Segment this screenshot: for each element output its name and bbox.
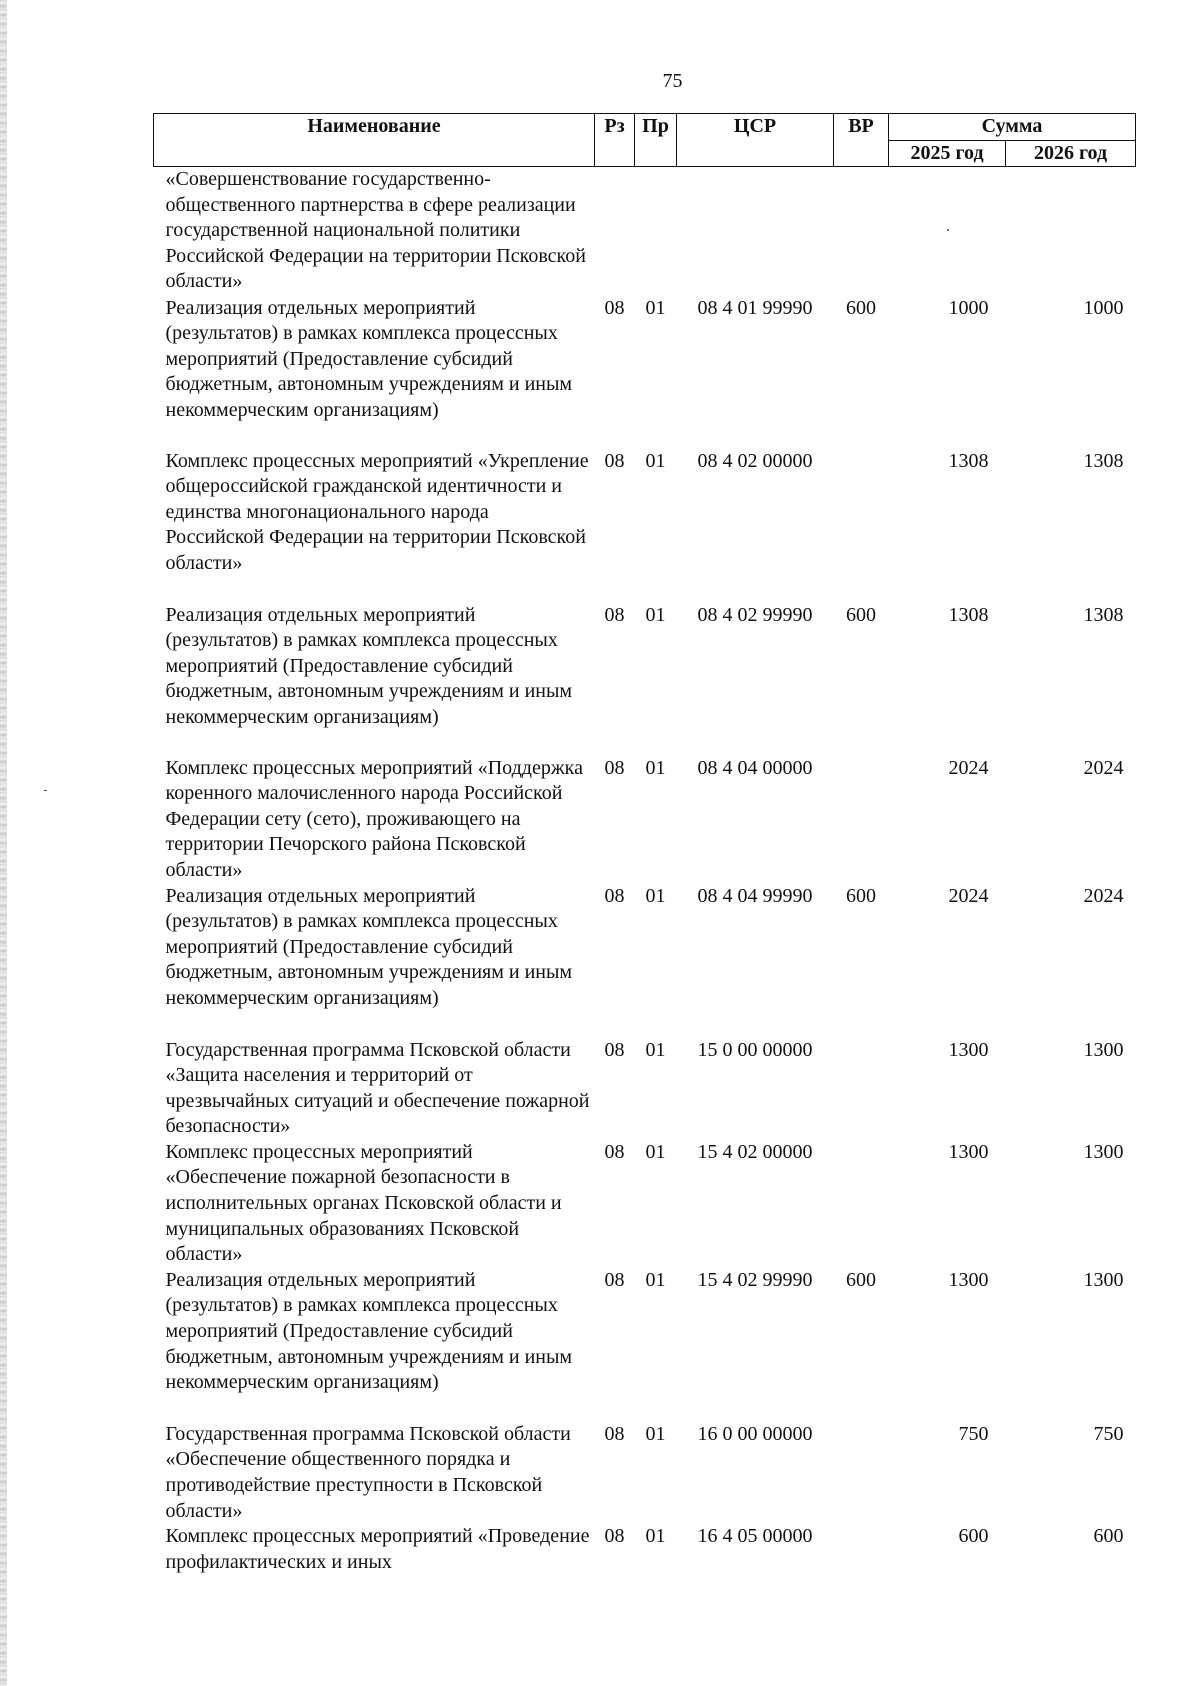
- cell-csr: 08 4 02 99990: [697, 603, 813, 626]
- cell-vr: 600: [846, 603, 876, 626]
- cell-vr: 600: [846, 884, 876, 907]
- header-year-2025: 2025 год: [889, 140, 1006, 167]
- cell-rz: 08: [604, 1140, 625, 1163]
- cell-sum-2025: [889, 167, 1006, 296]
- cell-csr: 08 4 01 99990: [697, 296, 813, 319]
- cell-rz: 08: [604, 756, 625, 779]
- cell-csr: 15 4 02 00000: [697, 1140, 813, 1163]
- header-rz: Рз: [595, 114, 635, 167]
- cell-name: Государственная программа Псковской области «Обеспечение общественного порядка и противодействие преступности в Псковской области»: [165, 1422, 571, 1522]
- cell-csr: 16 0 00 00000: [697, 1422, 813, 1445]
- header-vr: ВР: [834, 114, 889, 167]
- cell-pr: 01: [645, 1525, 666, 1548]
- cell-vr: [834, 1422, 889, 1524]
- cell-name: Реализация отдельных мероприятий (результатов) в рамках комплекса процессных мероприятий (Предоставление субсидий бюджетным, автономным учреждениям и иным некоммерческим организациям): [165, 1268, 573, 1394]
- cell-sum-2026: 1308: [1083, 603, 1124, 626]
- cell-sum-2026: 1300: [1083, 1268, 1124, 1291]
- cell-rz: 08: [604, 1038, 625, 1061]
- table-row: [154, 884, 1136, 1038]
- cell-name: Комплекс процессных мероприятий «Обеспечение пожарной безопасности в исполнительных органах Псковской области и муниципальных образованиях Псковской области»: [165, 1140, 562, 1266]
- page-number: 75: [662, 70, 683, 92]
- cell-pr: 01: [645, 296, 666, 319]
- cell-csr: [677, 167, 834, 296]
- cell-name: Комплекс процессных мероприятий «Укрепление общероссийской гражданской идентичности и единства многонационального народа Российской Федерации на территории Псковской области»: [165, 449, 589, 574]
- table-row: [154, 1268, 1136, 1422]
- cell-vr: [834, 1524, 889, 1584]
- table-row: [154, 167, 1136, 296]
- cell-rz: [595, 167, 635, 296]
- header-csr: ЦСР: [677, 114, 834, 167]
- header-name: Наименование: [154, 114, 595, 167]
- cell-rz: 08: [604, 296, 625, 319]
- cell-name: Государственная программа Псковской области «Защита населения и территорий от чрезвычайных ситуаций и обеспечение пожарной безопасности»: [165, 1038, 590, 1138]
- cell-sum-2025: 1308: [948, 449, 989, 472]
- cell-name: Реализация отдельных мероприятий (результатов) в рамках комплекса процессных мероприятий (Предоставление субсидий бюджетным, автономным учреждениям и иным некоммерческим организациям): [165, 603, 573, 728]
- cell-csr: 08 4 04 99990: [697, 884, 813, 907]
- cell-vr: [834, 167, 889, 296]
- table-row: [154, 603, 1136, 756]
- cell-sum-2026: 1000: [1083, 296, 1124, 319]
- table-row: [154, 296, 1136, 449]
- cell-rz: 08: [604, 1525, 625, 1548]
- cell-sum-2025: 1000: [948, 296, 989, 319]
- cell-csr: 15 4 02 99990: [697, 1268, 813, 1291]
- cell-pr: 01: [645, 884, 666, 907]
- cell-sum-2025: 2024: [948, 884, 989, 907]
- cell-vr: [834, 1140, 889, 1268]
- cell-pr: 01: [645, 1038, 666, 1061]
- cell-vr: [834, 449, 889, 603]
- cell-pr: 01: [645, 1140, 666, 1163]
- cell-sum-2025: 600: [958, 1525, 989, 1548]
- cell-sum-2026: 1300: [1083, 1038, 1124, 1061]
- cell-name: Реализация отдельных мероприятий (результатов) в рамках комплекса процессных мероприятий (Предоставление субсидий бюджетным, автономным учреждениям и иным некоммерческим организациям): [165, 884, 573, 1009]
- cell-sum-2026: 2024: [1083, 756, 1124, 779]
- cell-vr: 600: [846, 1268, 876, 1291]
- header-sum: Сумма: [889, 114, 1136, 141]
- cell-rz: 08: [604, 449, 625, 472]
- cell-sum-2025: 1300: [948, 1140, 989, 1163]
- cell-name: Реализация отдельных мероприятий (результатов) в рамках комплекса процессных мероприятий (Предоставление субсидий бюджетным, автономным учреждениям и иным некоммерческим организациям): [165, 296, 573, 421]
- table-row: [154, 449, 1136, 603]
- cell-sum-2025: 2024: [948, 756, 989, 779]
- cell-sum-2026: 2024: [1083, 884, 1124, 907]
- table-row: [154, 756, 1136, 884]
- cell-pr: 01: [645, 756, 666, 779]
- cell-sum-2025: 750: [958, 1422, 989, 1445]
- cell-sum-2025: 1308: [948, 603, 989, 626]
- table-header: [154, 114, 1136, 167]
- table-body: [154, 167, 1136, 1585]
- cell-rz: 08: [604, 884, 625, 907]
- cell-csr: 08 4 04 00000: [697, 756, 813, 779]
- cell-name: «Совершенствование государственно-общественного партнерства в сфере реализации государственной национальной политики Российской Федерации на территории Псковской области»: [165, 168, 586, 293]
- table-row: [154, 1422, 1136, 1524]
- cell-rz: 08: [604, 1422, 625, 1445]
- cell-rz: 08: [604, 603, 625, 626]
- cell-vr: [834, 1038, 889, 1140]
- cell-vr: 600: [846, 296, 876, 319]
- header-year-2026: 2026 год: [1006, 140, 1136, 167]
- budget-table: [153, 113, 1136, 1584]
- cell-name: Комплекс процессных мероприятий «Проведение профилактических и иных: [165, 1525, 590, 1573]
- table-row: [154, 1524, 1136, 1584]
- cell-name: Комплекс процессных мероприятий «Поддержка коренного малочисленного народа Российской Федерации сету (сето), проживающего на территории Печорского района Псковской области»: [165, 756, 583, 881]
- cell-pr: [635, 167, 677, 296]
- table-row: [154, 1140, 1136, 1268]
- cell-sum-2026: [1006, 167, 1136, 296]
- scan-edge-artifact: [0, 0, 7, 1686]
- cell-sum-2026: 1308: [1083, 449, 1124, 472]
- cell-vr: [834, 756, 889, 884]
- cell-rz: 08: [604, 1268, 625, 1291]
- cell-sum-2025: 1300: [948, 1268, 989, 1291]
- header-pr: Пр: [635, 114, 677, 167]
- table-row: [154, 1038, 1136, 1140]
- cell-pr: 01: [645, 1268, 666, 1291]
- cell-sum-2026: 750: [1093, 1422, 1124, 1445]
- scan-speck: [44, 790, 47, 791]
- cell-csr: 15 0 00 00000: [697, 1038, 813, 1061]
- cell-pr: 01: [645, 1422, 666, 1445]
- cell-sum-2026: 600: [1093, 1525, 1124, 1548]
- scan-speck: [947, 229, 949, 231]
- cell-csr: 16 4 05 00000: [697, 1525, 813, 1548]
- cell-pr: 01: [645, 603, 666, 626]
- cell-csr: 08 4 02 00000: [697, 449, 813, 472]
- cell-pr: 01: [645, 449, 666, 472]
- cell-sum-2026: 1300: [1083, 1140, 1124, 1163]
- cell-sum-2025: 1300: [948, 1038, 989, 1061]
